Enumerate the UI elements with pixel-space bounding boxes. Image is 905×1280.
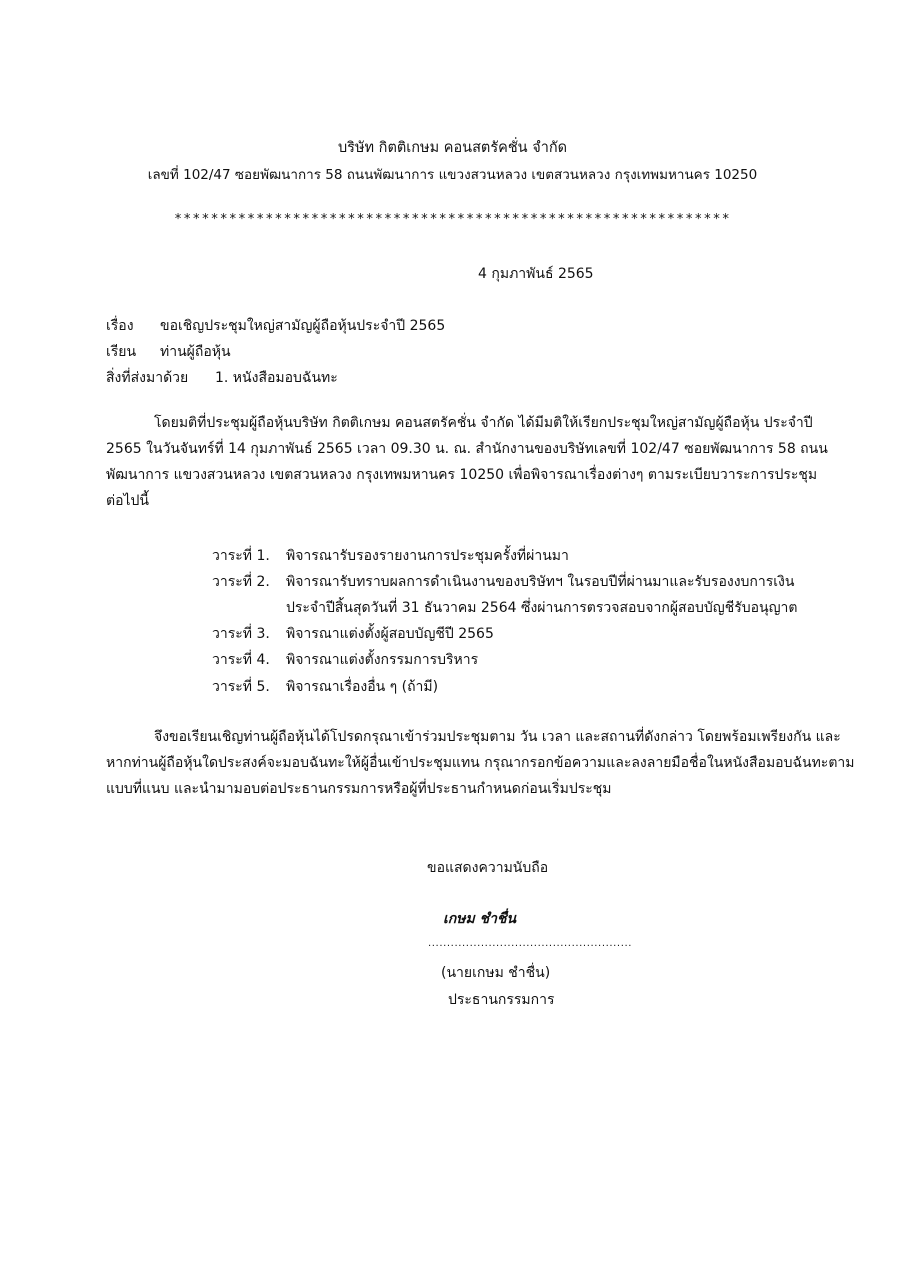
signature-line: ...................................................... — [428, 938, 633, 949]
agenda-item-3 — [212, 623, 494, 645]
agenda-prefix: วาระที่ 2. — [212, 574, 270, 590]
agenda-text: พิจารณารับรองรายงานการประชุมครั้งที่ผ่านมา — [286, 548, 569, 564]
paragraph-line: พัฒนาการ แขวงสวนหลวง เขตสวนหลวง กรุงเทพมหานคร 10250 เพื่อพิจารณาเรื่องต่างๆ ตามระเบียบวาระการประชุม — [106, 467, 818, 483]
signer-title: ประธานกรรมการ — [448, 992, 555, 1008]
paragraph-line: โดยมติที่ประชุมผู้ถือหุ้นบริษัท กิตติเกษม คอนสตรัคชั่น จำกัด ได้มีมติให้เรียกประชุมใหญ่สามัญผู้ถือหุ้น ประจำปี — [154, 415, 813, 431]
company-address: เลขที่ 102/47 ซอยพัฒนาการ 58 ถนนพัฒนาการ แขวงสวนหลวง เขตสวนหลวง กรุงเทพมหานคร 10250 — [147, 167, 758, 183]
agenda-prefix: วาระที่ 4. — [212, 652, 270, 668]
company-name: บริษัท กิตติเกษม คอนสตรัคชั่น จำกัด — [337, 140, 568, 156]
agenda-item-2 — [212, 571, 794, 593]
invitation-paragraph — [106, 410, 828, 514]
agenda-text: พิจารณาแต่งตั้งกรรมการบริหาร — [286, 652, 479, 668]
signer-name: (นายเกษม ชำชื่น) — [441, 965, 551, 981]
paragraph-line: ต่อไปนี้ — [106, 493, 149, 509]
handwritten-signature: เกษม ชำชื่น — [443, 911, 517, 927]
agenda-text: พิจารณารับทราบผลการดำเนินงานของบริษัทฯ ในรอบปีที่ผ่านมาและรับรองงบการเงิน — [286, 574, 795, 590]
paragraph-line: แบบที่แนบ และนำมามอบต่อประธานกรรมการหรือผู้ที่ประธานกำหนดก่อนเริ่มประชุม — [106, 781, 612, 797]
agenda-prefix: วาระที่ 3. — [212, 626, 270, 642]
enclosure-value: 1. หนังสือมอบฉันทะ — [215, 370, 338, 386]
request-paragraph — [106, 724, 855, 802]
agenda-text: พิจารณาแต่งตั้งผู้สอบบัญชีปี 2565 — [286, 626, 494, 642]
closing-regards: ขอแสดงความนับถือ — [427, 860, 549, 876]
agenda-prefix: วาระที่ 5. — [212, 679, 270, 695]
agenda-item-5 — [212, 676, 438, 698]
asterisk-divider: ************************************************************* — [174, 212, 731, 227]
paragraph-line: 2565 ในวันจันทร์ที่ 14 กุมภาพันธ์ 2565 เวลา 09.30 น. ณ. สำนักงานของบริษัทเลขที่ 102/47 ซอยพัฒนาการ 58 ถนน — [106, 441, 828, 457]
letter-date: 4 กุมภาพันธ์ 2565 — [478, 266, 594, 282]
agenda-item-2-continuation: ประจำปีสิ้นสุดวันที่ 31 ธันวาคม 2564 ซึ่งผ่านการตรวจสอบจากผู้สอบบัญชีรับอนุญาต — [286, 600, 798, 616]
enclosure-label: สิ่งที่ส่งมาด้วย — [106, 370, 189, 386]
agenda-item-4 — [212, 649, 478, 671]
paragraph-line: หากท่านผู้ถือหุ้นใดประสงค์จะมอบฉันทะให้ผู้อื่นเข้าประชุมแทน กรุณากรอกข้อความและลงลายมือชื่อในหนังสือมอบฉันทะตาม — [106, 755, 855, 771]
agenda-text: พิจารณาเรื่องอื่น ๆ (ถ้ามี) — [286, 679, 439, 695]
subject-value: ขอเชิญประชุมใหญ่สามัญผู้ถือหุ้นประจำปี 2565 — [160, 318, 446, 334]
agenda-item-1 — [212, 545, 569, 567]
agenda-prefix: วาระที่ 1. — [212, 548, 270, 564]
subject-label: เรื่อง — [106, 318, 134, 334]
recipient-label: เรียน — [106, 344, 137, 360]
paragraph-line: จึงขอเรียนเชิญท่านผู้ถือหุ้นได้โปรดกรุณาเข้าร่วมประชุมตาม วัน เวลา และสถานที่ดังกล่าว โดยพร้อมเพรียงกัน และ — [154, 729, 841, 745]
recipient-value: ท่านผู้ถือหุ้น — [160, 344, 231, 360]
